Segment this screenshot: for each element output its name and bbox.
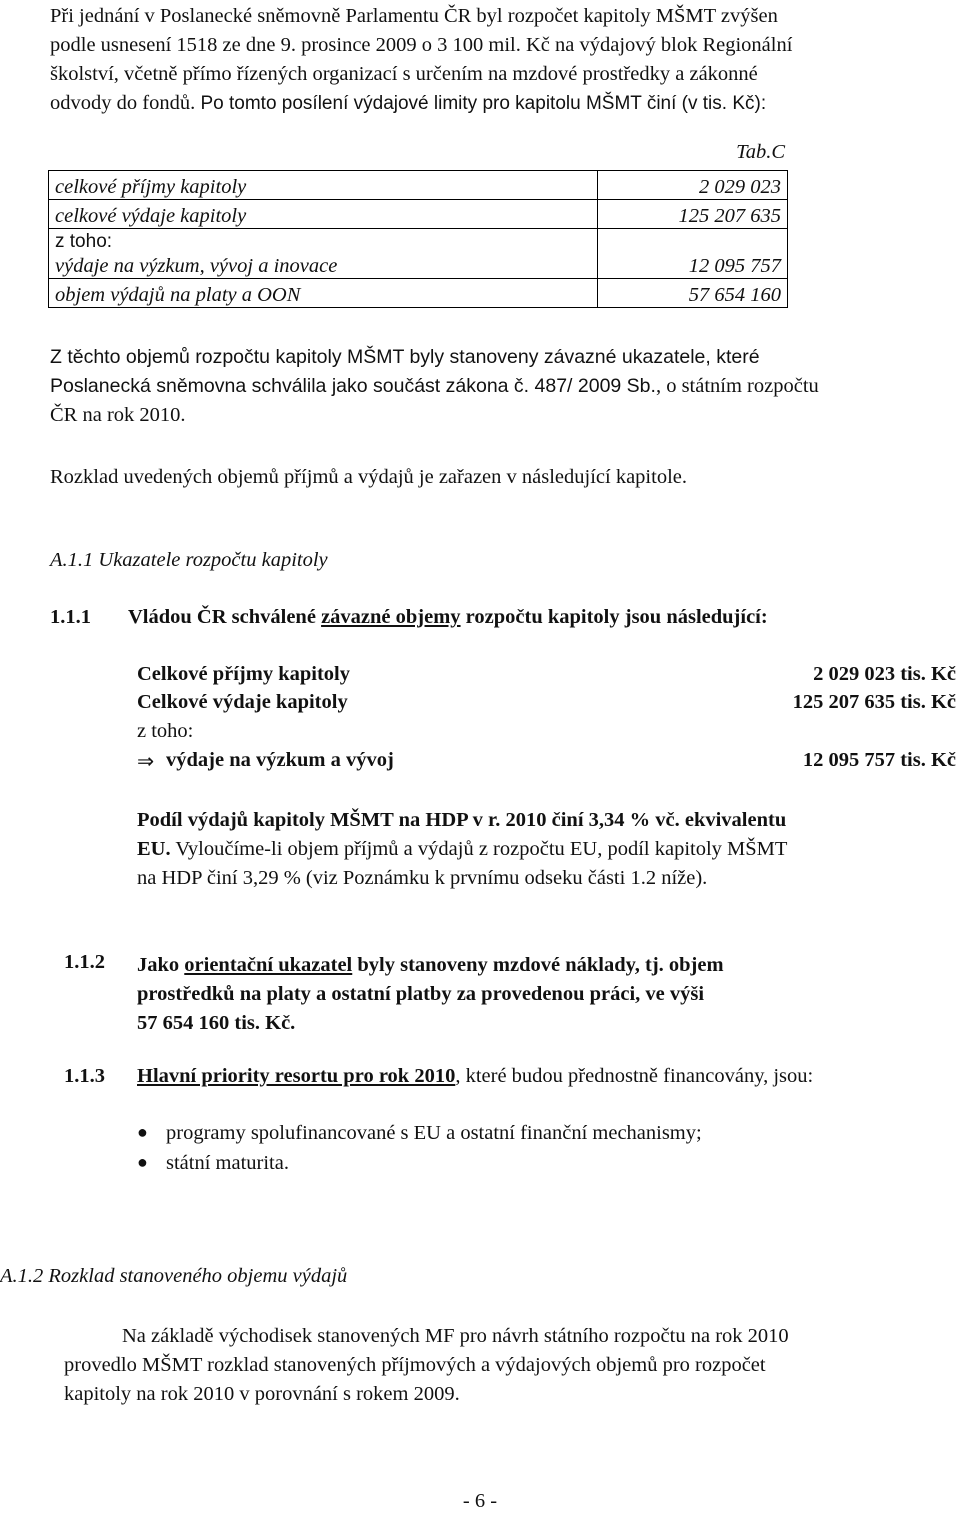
table-row: [49, 200, 788, 229]
s112-underlined: orientační ukazatel: [184, 954, 353, 976]
s112-post: byly stanoveny mzdové náklady, tj. objem: [352, 954, 724, 976]
para2-line-3: ČR na rok 2010.: [50, 404, 186, 426]
table-cell-label: objem výdajů na platy a OON: [49, 279, 598, 308]
table-cell-value: 57 654 160: [598, 279, 788, 308]
table-cell-value: 12 095 757: [598, 229, 788, 279]
page-number: - 6 -: [462, 1490, 498, 1512]
indicator-2-value: 125 207 635 tis. Kč: [792, 691, 956, 713]
s112-pre: Jako: [137, 954, 185, 976]
indicator-1-label: Celkové příjmy kapitoly: [137, 663, 350, 685]
s112-line-2: prostředků na platy a ostatní platby za provedenou práci, ve výši: [137, 983, 705, 1005]
intro-paragraph: [50, 2, 955, 118]
section-1-1-3-text: [137, 1065, 813, 1088]
table-cell-label: celkové výdaje kapitoly: [49, 200, 598, 229]
indicator-2-label: Celkové výdaje kapitoly: [137, 691, 348, 713]
intro-line-3: školství, včetně přímo řízených organizací s určením na mzdové prostředky a zákonné: [50, 63, 758, 85]
indicator-4-arrow-icon: ⇒: [137, 751, 155, 773]
table-cell-value: 2 029 023: [598, 171, 788, 200]
para2-line-2b: , o státním rozpočtu: [655, 375, 819, 397]
table-row: [49, 229, 788, 279]
table-cell-label: [49, 229, 598, 279]
hdp-paragraph: [137, 806, 955, 893]
final-paragraph: [64, 1322, 955, 1409]
s112-line-3: 57 654 160 tis. Kč.: [137, 1012, 296, 1034]
para2-line-2a: Poslanecká sněmovna schválila jako součást zákona č. 487/ 2009 Sb.: [50, 375, 656, 397]
para2-line-1: Z těchto objemů rozpočtu kapitoly MŠMT byly stanoveny závazné ukazatele, které: [50, 346, 760, 368]
hdp-line-3: na HDP činí 3,29 % (viz Poznámku k prvnímu odseku části 1.2 níže).: [137, 867, 708, 889]
para2-line-2: [50, 372, 955, 401]
paragraph-3: Rozklad uvedených objemů příjmů a výdajů je zařazen v následující kapitole.: [50, 466, 687, 488]
s111-post: rozpočtu kapitoly jsou následující:: [460, 606, 768, 628]
indicator-4-label: výdaje na výzkum a vývoj: [166, 749, 394, 771]
intro-line-4: [50, 89, 955, 118]
list-item: programy spolufinancované s EU a ostatní finanční mechanismy;: [166, 1122, 702, 1144]
intro-line-2: podle usnesení 1518 ze dne 9. prosince 2009 o 3 100 mil. Kč na výdajový blok Regionální: [50, 34, 793, 56]
table-cell-vyzkum: výdaje na výzkum, vývoj a inovace: [55, 255, 338, 277]
paragraph-2: [50, 343, 955, 430]
s113-post: , které budou přednostně financovány, jsou:: [455, 1065, 814, 1087]
table-label: Tab.C: [736, 141, 785, 163]
s112-line-1: [137, 951, 955, 980]
bullet-icon: ●: [137, 1152, 148, 1172]
hdp-line-2b: Vyloučíme-li objem příjmů a výdajů z rozpočtu EU, podíl kapitoly MŠMT: [170, 838, 788, 860]
section-1-1-2-text: [137, 951, 955, 1038]
hdp-line-1: Podíl výdajů kapitoly MŠMT na HDP v r. 2010 činí 3,34 % vč. ekvivalentu: [137, 809, 787, 831]
section-1-1-2-num: 1.1.2: [64, 951, 105, 973]
final-line-2: provedlo MŠMT rozklad stanovených příjmových a výdajových objemů pro rozpočet: [64, 1354, 766, 1376]
table-cell-label: celkové příjmy kapitoly: [49, 171, 598, 200]
list-item: státní maturita.: [166, 1152, 289, 1174]
heading-a11: A.1.1 Ukazatele rozpočtu kapitoly: [50, 549, 328, 571]
final-line-3: kapitoly na rok 2010 v porovnání s rokem 2009.: [64, 1383, 460, 1405]
hdp-line-2a: EU.: [137, 838, 171, 860]
indicator-3-label: z toho:: [137, 720, 194, 742]
hdp-line-2: [137, 835, 955, 864]
section-1-1-3-num: 1.1.3: [64, 1065, 105, 1087]
table-cell-value: 125 207 635: [598, 200, 788, 229]
intro-line-1: Při jednání v Poslanecké sněmovně Parlamentu ČR byl rozpočet kapitoly MŠMT zvýšen: [50, 5, 778, 27]
bullet-icon: ●: [137, 1122, 148, 1142]
budget-table: [48, 170, 788, 308]
table-row: [49, 279, 788, 308]
intro-line-4a: odvody do fondů.: [50, 92, 196, 114]
table-row: [49, 171, 788, 200]
section-1-1-1-num: 1.1.1: [50, 606, 91, 628]
s111-underlined: závazné objemy: [321, 606, 461, 628]
section-1-1-1-text: [128, 606, 768, 629]
final-line-1: Na základě východisek stanovených MF pro návrh státního rozpočtu na rok 2010: [122, 1325, 789, 1347]
intro-line-4b: Po tomto posílení výdajové limity pro kapitolu MŠMT činí (v tis. Kč):: [195, 93, 767, 114]
indicator-1-value: 2 029 023 tis. Kč: [813, 663, 956, 685]
heading-a12: A.1.2 Rozklad stanoveného objemu výdajů: [0, 1265, 348, 1287]
table-cell-z-toho: z toho:: [55, 231, 113, 252]
s113-underlined: Hlavní priority resortu pro rok 2010: [137, 1065, 456, 1087]
s111-pre: Vládou ČR schválené: [128, 606, 322, 628]
indicator-4-value: 12 095 757 tis. Kč: [802, 749, 956, 771]
